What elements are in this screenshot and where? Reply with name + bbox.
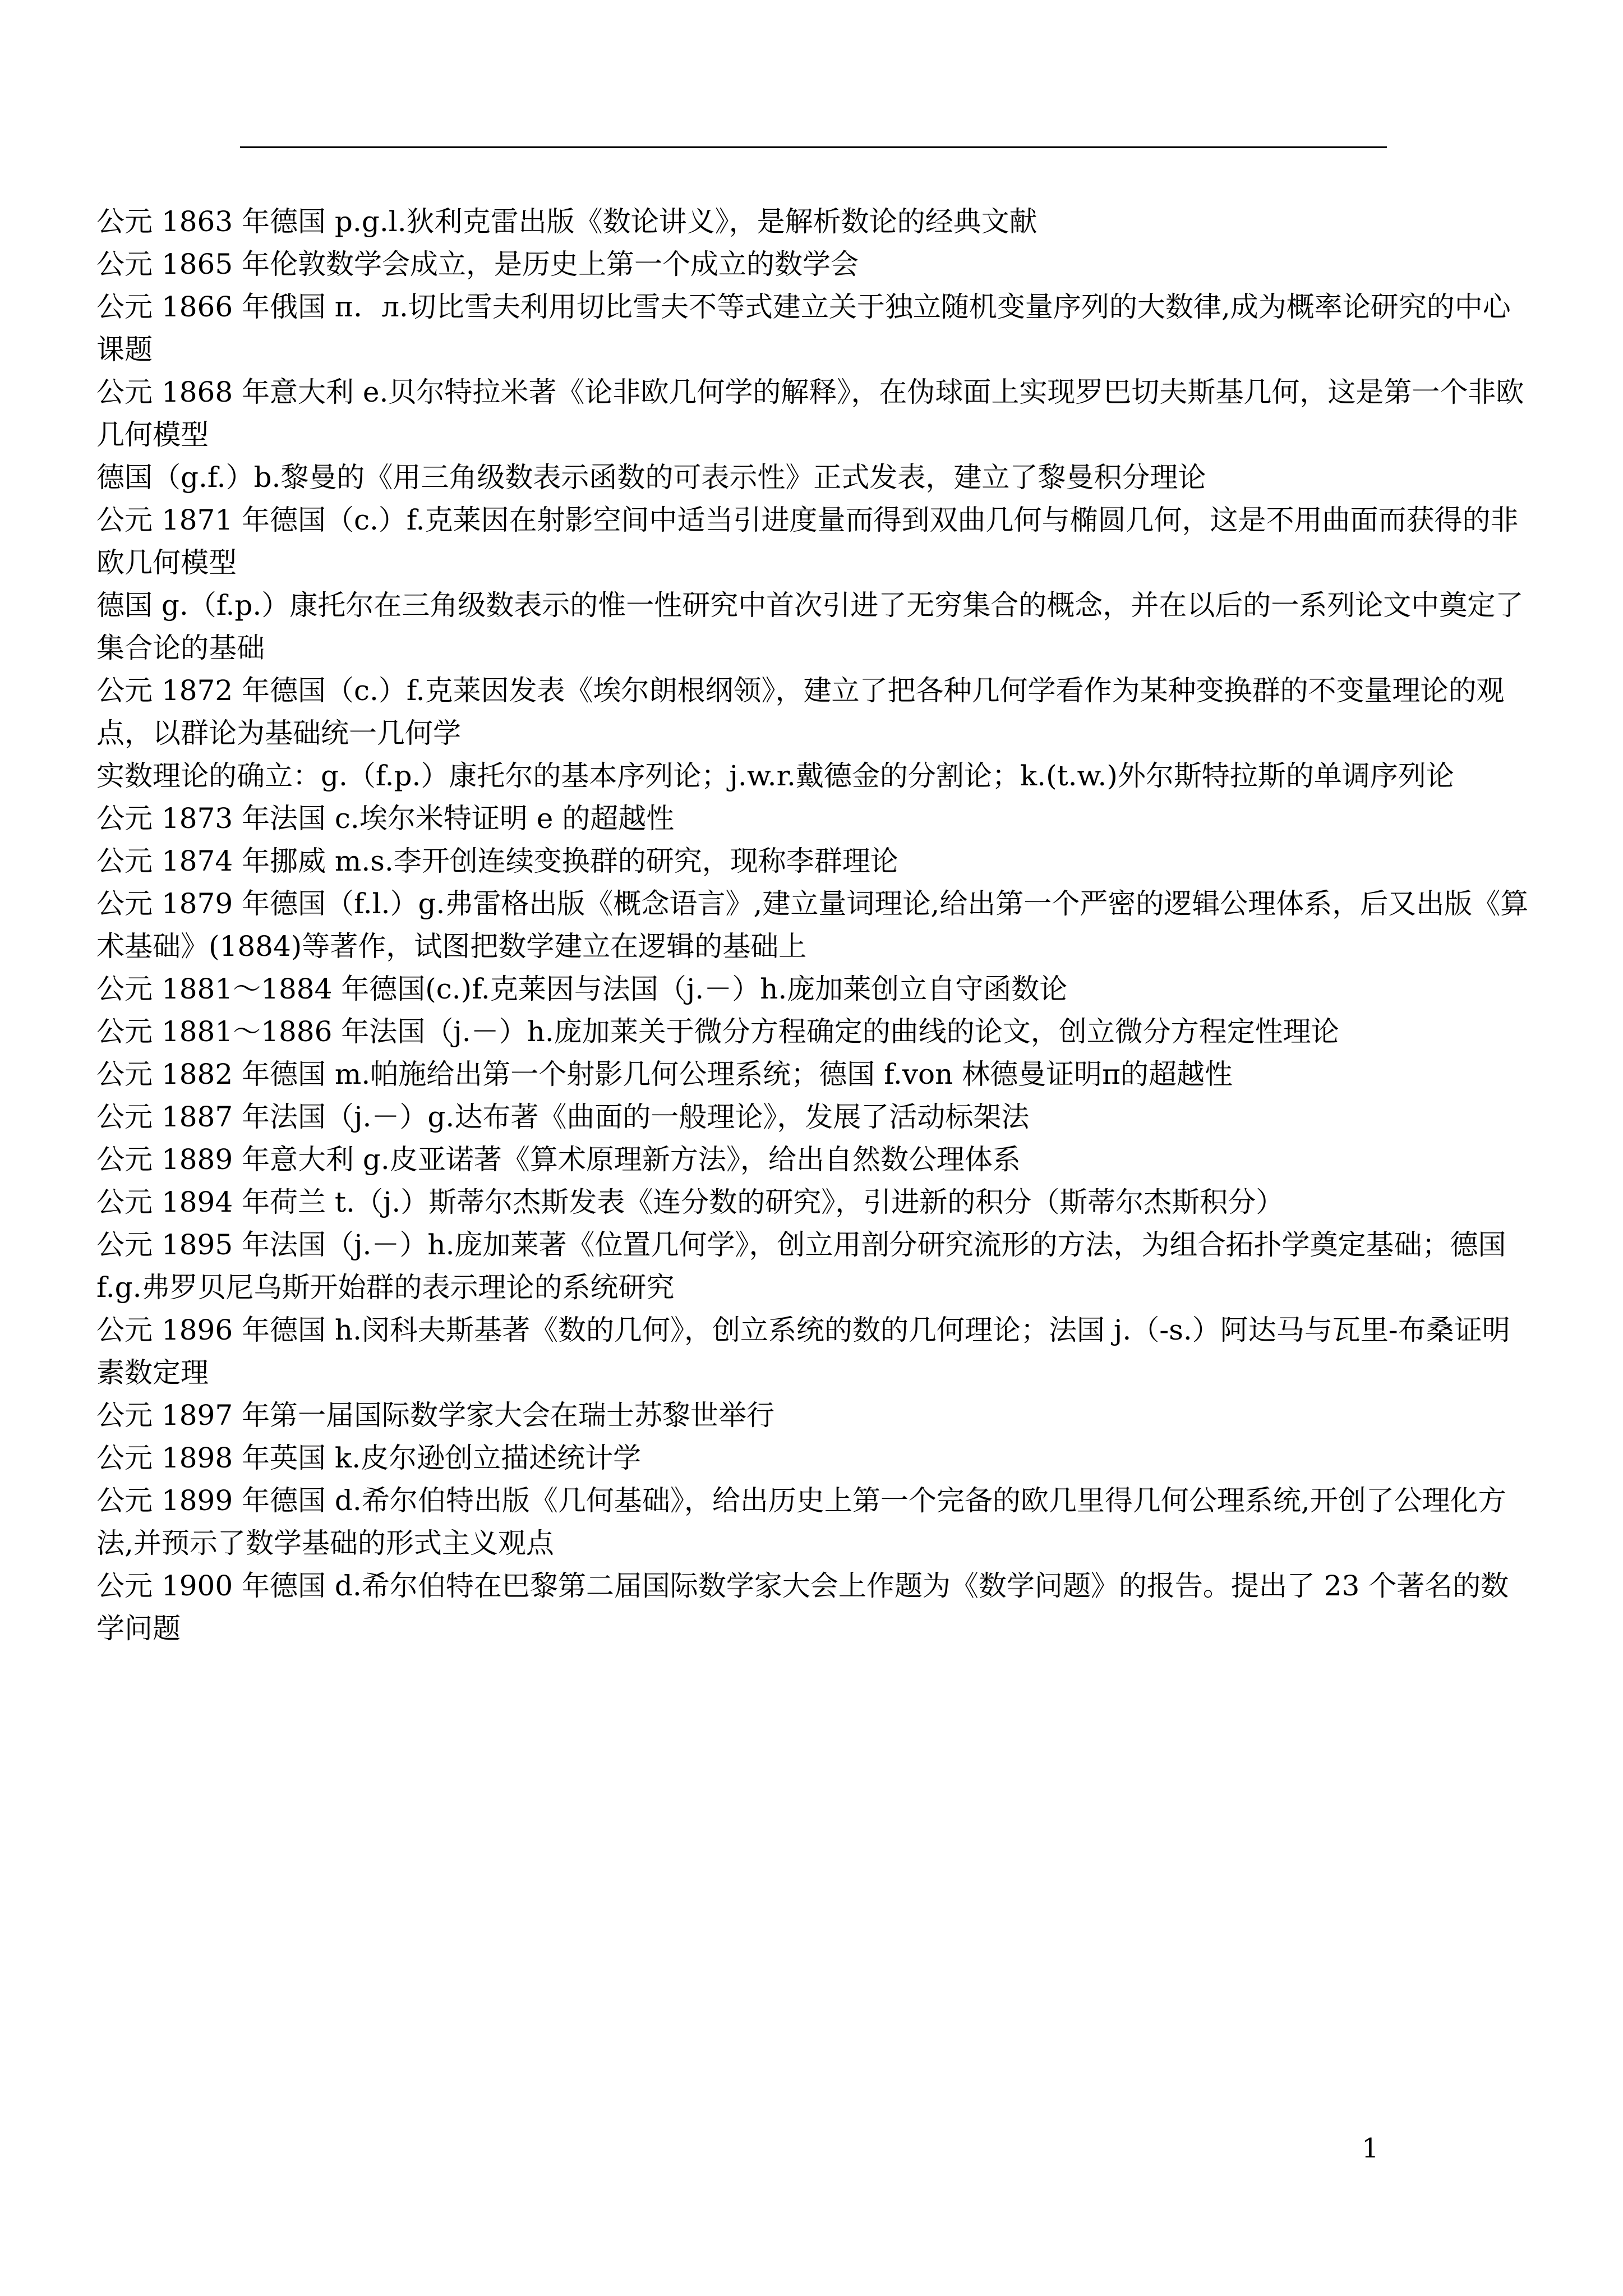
page-number: 1 <box>1362 2133 1379 2164</box>
header-rule <box>240 146 1387 148</box>
timeline-entry: 公元 1889 年意大利 g.皮亚诺著《算术原理新方法》，给出自然数公理体系 <box>96 1143 1021 1176</box>
timeline-entry: 公元 1868 年意大利 e.贝尔特拉米著《论非欧几何学的解释》，在伪球面上实现罗巴切夫斯基几何，这是第一个非欧几何模型 <box>96 376 1524 451</box>
timeline-entry: 公元 1899 年德国 d.希尔伯特出版《几何基础》，给出历史上第一个完备的欧几里得几何公理系统,开创了公理化方法,并预示了数学基础的形式主义观点 <box>96 1484 1506 1559</box>
timeline-entry: 公元 1897 年第一届国际数学家大会在瑞士苏黎世举行 <box>96 1399 775 1432</box>
timeline-entry: 公元 1879 年德国（f.l.）g.弗雷格出版《概念语言》,建立量词理论,给出第一个严密的逻辑公理体系，后又出版《算术基础》(1884)等著作，试图把数学建立在逻辑的基础上 <box>96 887 1529 963</box>
timeline-entry: 公元 1896 年德国 h.闵科夫斯基著《数的几何》，创立系统的数的几何理论；法国 j.（-s.）阿达马与瓦里-布桑证明素数定理 <box>96 1314 1510 1389</box>
timeline-entry: 公元 1865 年伦敦数学会成立，是历史上第一个成立的数学会 <box>96 248 859 280</box>
timeline-entry: 公元 1894 年荷兰 t.（j.）斯蒂尔杰斯发表《连分数的研究》，引进新的积分（斯蒂尔杰斯积分） <box>96 1186 1284 1218</box>
timeline-entry: 公元 1895 年法国（j.－）h.庞加莱著《位置几何学》，创立用剖分研究流形的方法，为组合拓扑学奠定基础；德国 f.g.弗罗贝尼乌斯开始群的表示理论的系统研究 <box>96 1228 1506 1304</box>
timeline-entry: 德国（g.f.）b.黎曼的《用三角级数表示函数的可表示性》正式发表，建立了黎曼积分理论 <box>96 461 1206 494</box>
timeline-entry: 公元 1863 年德国 p.g.l.狄利克雷出版《数论讲义》，是解析数论的经典文献 <box>96 205 1038 238</box>
timeline-entry: 实数理论的确立：g.（f.p.）康托尔的基本序列论；j.w.r.戴德金的分割论；k.(t.w.)外尔斯特拉斯的单调序列论 <box>96 760 1454 792</box>
timeline-entry: 公元 1873 年法国 c.埃尔米特证明 e 的超越性 <box>96 802 675 835</box>
document-body <box>96 200 1532 1650</box>
timeline-entry: 公元 1866 年俄国 п．л.切比雪夫利用切比雪夫不等式建立关于独立随机变量序列的大数律,成为概率论研究的中心课题 <box>96 291 1511 366</box>
timeline-entry: 德国 g.（f.p.）康托尔在三角级数表示的惟一性研究中首次引进了无穷集合的概念，并在以后的一系列论文中奠定了集合论的基础 <box>96 589 1524 664</box>
timeline-entry: 公元 1874 年挪威 m.s.李开创连续变换群的研究，现称李群理论 <box>96 845 898 877</box>
timeline-entry: 公元 1871 年德国（c.）f.克莱因在射影空间中适当引进度量而得到双曲几何与椭圆几何，这是不用曲面而获得的非欧几何模型 <box>96 504 1519 579</box>
timeline-entry: 公元 1900 年德国 d.希尔伯特在巴黎第二届国际数学家大会上作题为《数学问题》的报告。提出了 23 个著名的数学问题 <box>96 1570 1509 1645</box>
timeline-entry: 公元 1881～1886 年法国（j.－）h.庞加莱关于微分方程确定的曲线的论文，创立微分方程定性理论 <box>96 1015 1339 1048</box>
timeline-entry: 公元 1898 年英国 k.皮尔逊创立描述统计学 <box>96 1442 642 1474</box>
timeline-entry: 公元 1881～1884 年德国(c.)f.克莱因与法国（j.－）h.庞加莱创立自守函数论 <box>96 973 1068 1005</box>
timeline-entry: 公元 1887 年法国（j.－）g.达布著《曲面的一般理论》，发展了活动标架法 <box>96 1101 1030 1133</box>
timeline-entry: 公元 1882 年德国 m.帕施给出第一个射影几何公理系统；德国 f.von 林德曼证明π的超越性 <box>96 1058 1233 1091</box>
timeline-entry: 公元 1872 年德国（c.）f.克莱因发表《埃尔朗根纲领》，建立了把各种几何学看作为某种变换群的不变量理论的观点，以群论为基础统一几何学 <box>96 674 1505 749</box>
